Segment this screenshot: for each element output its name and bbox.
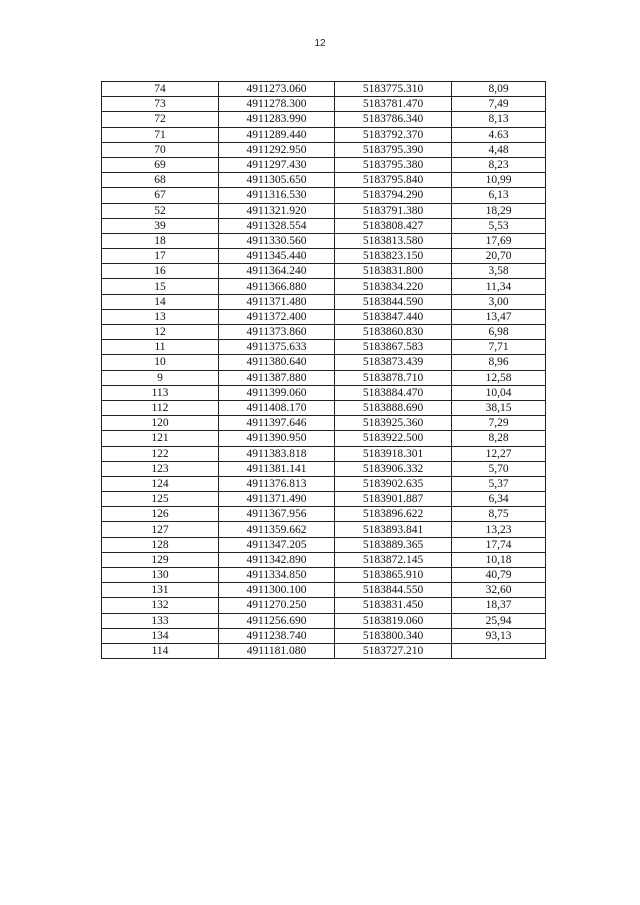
y-coordinate-cell: 5183901.887 bbox=[335, 492, 452, 507]
table-row bbox=[102, 173, 546, 188]
distance-cell: 38,15 bbox=[452, 400, 546, 415]
x-coordinate-cell: 4911364.240 bbox=[219, 264, 335, 279]
point-number-cell: 124 bbox=[102, 476, 219, 491]
x-coordinate-cell: 4911345.440 bbox=[219, 249, 335, 264]
point-number-cell: 112 bbox=[102, 400, 219, 415]
point-number-cell: 127 bbox=[102, 522, 219, 537]
y-coordinate-cell: 5183791.380 bbox=[335, 203, 452, 218]
distance-cell: 6,34 bbox=[452, 492, 546, 507]
point-number-cell: 11 bbox=[102, 340, 219, 355]
x-coordinate-cell: 4911278.300 bbox=[219, 97, 335, 112]
table-row bbox=[102, 522, 546, 537]
x-coordinate-cell: 4911408.170 bbox=[219, 400, 335, 415]
y-coordinate-cell: 5183823.150 bbox=[335, 249, 452, 264]
distance-cell: 6,98 bbox=[452, 325, 546, 340]
y-coordinate-cell: 5183884.470 bbox=[335, 385, 452, 400]
distance-cell: 12,27 bbox=[452, 446, 546, 461]
y-coordinate-cell: 5183800.340 bbox=[335, 628, 452, 643]
x-coordinate-cell: 4911381.141 bbox=[219, 461, 335, 476]
y-coordinate-cell: 5183831.450 bbox=[335, 598, 452, 613]
point-number-cell: 122 bbox=[102, 446, 219, 461]
point-number-cell: 130 bbox=[102, 568, 219, 583]
table-row bbox=[102, 279, 546, 294]
distance-cell: 5,70 bbox=[452, 461, 546, 476]
y-coordinate-cell: 5183896.622 bbox=[335, 507, 452, 522]
distance-cell: 8,09 bbox=[452, 82, 546, 97]
table-row bbox=[102, 370, 546, 385]
x-coordinate-cell: 4911300.100 bbox=[219, 583, 335, 598]
y-coordinate-cell: 5183878.710 bbox=[335, 370, 452, 385]
point-number-cell: 9 bbox=[102, 370, 219, 385]
distance-cell: 12,58 bbox=[452, 370, 546, 385]
table-row bbox=[102, 325, 546, 340]
x-coordinate-cell: 4911256.690 bbox=[219, 613, 335, 628]
y-coordinate-cell: 5183834.220 bbox=[335, 279, 452, 294]
x-coordinate-cell: 4911372.400 bbox=[219, 309, 335, 324]
point-number-cell: 123 bbox=[102, 461, 219, 476]
x-coordinate-cell: 4911397.646 bbox=[219, 416, 335, 431]
point-number-cell: 70 bbox=[102, 142, 219, 157]
point-number-cell: 73 bbox=[102, 97, 219, 112]
x-coordinate-cell: 4911273.060 bbox=[219, 82, 335, 97]
distance-cell: 6,13 bbox=[452, 188, 546, 203]
y-coordinate-cell: 5183813.580 bbox=[335, 233, 452, 248]
x-coordinate-cell: 4911238.740 bbox=[219, 628, 335, 643]
y-coordinate-cell: 5183808.427 bbox=[335, 218, 452, 233]
point-number-cell: 13 bbox=[102, 309, 219, 324]
x-coordinate-cell: 4911330.560 bbox=[219, 233, 335, 248]
table-row bbox=[102, 309, 546, 324]
table-row bbox=[102, 264, 546, 279]
x-coordinate-cell: 4911375.633 bbox=[219, 340, 335, 355]
point-number-cell: 133 bbox=[102, 613, 219, 628]
y-coordinate-cell: 5183775.310 bbox=[335, 82, 452, 97]
y-coordinate-cell: 5183786.340 bbox=[335, 112, 452, 127]
table-row bbox=[102, 157, 546, 172]
table-row bbox=[102, 218, 546, 233]
distance-cell: 8,28 bbox=[452, 431, 546, 446]
distance-cell: 8,23 bbox=[452, 157, 546, 172]
distance-cell: 40,79 bbox=[452, 568, 546, 583]
y-coordinate-cell: 5183918.301 bbox=[335, 446, 452, 461]
table-row bbox=[102, 233, 546, 248]
distance-cell: 8,13 bbox=[452, 112, 546, 127]
table-row bbox=[102, 82, 546, 97]
x-coordinate-cell: 4911305.650 bbox=[219, 173, 335, 188]
y-coordinate-cell: 5183902.635 bbox=[335, 476, 452, 491]
x-coordinate-cell: 4911297.430 bbox=[219, 157, 335, 172]
distance-cell: 5,53 bbox=[452, 218, 546, 233]
y-coordinate-cell: 5183889.365 bbox=[335, 537, 452, 552]
x-coordinate-cell: 4911181.080 bbox=[219, 643, 335, 658]
distance-cell: 18,29 bbox=[452, 203, 546, 218]
table-row bbox=[102, 552, 546, 567]
x-coordinate-cell: 4911371.480 bbox=[219, 294, 335, 309]
y-coordinate-cell: 5183794.290 bbox=[335, 188, 452, 203]
point-number-cell: 74 bbox=[102, 82, 219, 97]
x-coordinate-cell: 4911387.880 bbox=[219, 370, 335, 385]
y-coordinate-cell: 5183860.830 bbox=[335, 325, 452, 340]
distance-cell: 8,75 bbox=[452, 507, 546, 522]
point-number-cell: 132 bbox=[102, 598, 219, 613]
point-number-cell: 18 bbox=[102, 233, 219, 248]
table-row bbox=[102, 188, 546, 203]
distance-cell: 10,99 bbox=[452, 173, 546, 188]
y-coordinate-cell: 5183872.145 bbox=[335, 552, 452, 567]
table-row bbox=[102, 431, 546, 446]
x-coordinate-cell: 4911270.250 bbox=[219, 598, 335, 613]
x-coordinate-cell: 4911292.950 bbox=[219, 142, 335, 157]
point-number-cell: 72 bbox=[102, 112, 219, 127]
point-number-cell: 125 bbox=[102, 492, 219, 507]
x-coordinate-cell: 4911347.205 bbox=[219, 537, 335, 552]
coordinates-table-body bbox=[102, 82, 546, 659]
distance-cell: 11,34 bbox=[452, 279, 546, 294]
distance-cell: 4,48 bbox=[452, 142, 546, 157]
table-row bbox=[102, 507, 546, 522]
distance-cell: 17,74 bbox=[452, 537, 546, 552]
x-coordinate-cell: 4911367.956 bbox=[219, 507, 335, 522]
x-coordinate-cell: 4911371.490 bbox=[219, 492, 335, 507]
table-row bbox=[102, 613, 546, 628]
table-row bbox=[102, 537, 546, 552]
y-coordinate-cell: 5183847.440 bbox=[335, 309, 452, 324]
table-row bbox=[102, 583, 546, 598]
distance-cell bbox=[452, 643, 546, 658]
y-coordinate-cell: 5183795.390 bbox=[335, 142, 452, 157]
distance-cell: 7,29 bbox=[452, 416, 546, 431]
y-coordinate-cell: 5183922.500 bbox=[335, 431, 452, 446]
y-coordinate-cell: 5183893.841 bbox=[335, 522, 452, 537]
y-coordinate-cell: 5183888.690 bbox=[335, 400, 452, 415]
coordinates-table bbox=[101, 81, 546, 659]
point-number-cell: 12 bbox=[102, 325, 219, 340]
x-coordinate-cell: 4911399.060 bbox=[219, 385, 335, 400]
x-coordinate-cell: 4911289.440 bbox=[219, 127, 335, 142]
distance-cell: 13,23 bbox=[452, 522, 546, 537]
table-row bbox=[102, 355, 546, 370]
table-row bbox=[102, 461, 546, 476]
x-coordinate-cell: 4911342.890 bbox=[219, 552, 335, 567]
x-coordinate-cell: 4911316.530 bbox=[219, 188, 335, 203]
point-number-cell: 52 bbox=[102, 203, 219, 218]
y-coordinate-cell: 5183831.800 bbox=[335, 264, 452, 279]
table-row bbox=[102, 142, 546, 157]
y-coordinate-cell: 5183865.910 bbox=[335, 568, 452, 583]
distance-cell: 7,71 bbox=[452, 340, 546, 355]
table-row bbox=[102, 385, 546, 400]
point-number-cell: 39 bbox=[102, 218, 219, 233]
point-number-cell: 114 bbox=[102, 643, 219, 658]
point-number-cell: 121 bbox=[102, 431, 219, 446]
distance-cell: 93,13 bbox=[452, 628, 546, 643]
distance-cell: 25,94 bbox=[452, 613, 546, 628]
distance-cell: 20,70 bbox=[452, 249, 546, 264]
x-coordinate-cell: 4911390.950 bbox=[219, 431, 335, 446]
y-coordinate-cell: 5183867.583 bbox=[335, 340, 452, 355]
table-row bbox=[102, 416, 546, 431]
point-number-cell: 69 bbox=[102, 157, 219, 172]
point-number-cell: 126 bbox=[102, 507, 219, 522]
x-coordinate-cell: 4911328.554 bbox=[219, 218, 335, 233]
distance-cell: 32,60 bbox=[452, 583, 546, 598]
y-coordinate-cell: 5183781.470 bbox=[335, 97, 452, 112]
y-coordinate-cell: 5183906.332 bbox=[335, 461, 452, 476]
point-number-cell: 17 bbox=[102, 249, 219, 264]
distance-cell: 18,37 bbox=[452, 598, 546, 613]
y-coordinate-cell: 5183925.360 bbox=[335, 416, 452, 431]
y-coordinate-cell: 5183792.370 bbox=[335, 127, 452, 142]
table-row bbox=[102, 643, 546, 658]
x-coordinate-cell: 4911366.880 bbox=[219, 279, 335, 294]
table-row bbox=[102, 492, 546, 507]
y-coordinate-cell: 5183795.380 bbox=[335, 157, 452, 172]
distance-cell: 13,47 bbox=[452, 309, 546, 324]
y-coordinate-cell: 5183873.439 bbox=[335, 355, 452, 370]
x-coordinate-cell: 4911376.813 bbox=[219, 476, 335, 491]
point-number-cell: 16 bbox=[102, 264, 219, 279]
y-coordinate-cell: 5183727.210 bbox=[335, 643, 452, 658]
table-row bbox=[102, 112, 546, 127]
table-row bbox=[102, 203, 546, 218]
y-coordinate-cell: 5183844.590 bbox=[335, 294, 452, 309]
point-number-cell: 128 bbox=[102, 537, 219, 552]
table-row bbox=[102, 97, 546, 112]
table-row bbox=[102, 127, 546, 142]
table-row bbox=[102, 568, 546, 583]
distance-cell: 17,69 bbox=[452, 233, 546, 248]
x-coordinate-cell: 4911380.640 bbox=[219, 355, 335, 370]
point-number-cell: 113 bbox=[102, 385, 219, 400]
point-number-cell: 10 bbox=[102, 355, 219, 370]
distance-cell: 8,96 bbox=[452, 355, 546, 370]
table-row bbox=[102, 446, 546, 461]
x-coordinate-cell: 4911373.860 bbox=[219, 325, 335, 340]
x-coordinate-cell: 4911359.662 bbox=[219, 522, 335, 537]
y-coordinate-cell: 5183795.840 bbox=[335, 173, 452, 188]
y-coordinate-cell: 5183844.550 bbox=[335, 583, 452, 598]
distance-cell: 3,00 bbox=[452, 294, 546, 309]
distance-cell: 10,04 bbox=[452, 385, 546, 400]
x-coordinate-cell: 4911283.990 bbox=[219, 112, 335, 127]
table-row bbox=[102, 628, 546, 643]
point-number-cell: 120 bbox=[102, 416, 219, 431]
distance-cell: 7,49 bbox=[452, 97, 546, 112]
point-number-cell: 67 bbox=[102, 188, 219, 203]
table-row bbox=[102, 340, 546, 355]
point-number-cell: 129 bbox=[102, 552, 219, 567]
distance-cell: 5,37 bbox=[452, 476, 546, 491]
distance-cell: 10,18 bbox=[452, 552, 546, 567]
distance-cell: 3,58 bbox=[452, 264, 546, 279]
point-number-cell: 71 bbox=[102, 127, 219, 142]
point-number-cell: 131 bbox=[102, 583, 219, 598]
table-row bbox=[102, 249, 546, 264]
table-row bbox=[102, 294, 546, 309]
point-number-cell: 14 bbox=[102, 294, 219, 309]
point-number-cell: 134 bbox=[102, 628, 219, 643]
table-row bbox=[102, 598, 546, 613]
x-coordinate-cell: 4911383.818 bbox=[219, 446, 335, 461]
table-row bbox=[102, 400, 546, 415]
distance-cell: 4.63 bbox=[452, 127, 546, 142]
x-coordinate-cell: 4911334.850 bbox=[219, 568, 335, 583]
point-number-cell: 15 bbox=[102, 279, 219, 294]
page-number: 12 bbox=[314, 38, 326, 49]
x-coordinate-cell: 4911321.920 bbox=[219, 203, 335, 218]
table-row bbox=[102, 476, 546, 491]
point-number-cell: 68 bbox=[102, 173, 219, 188]
y-coordinate-cell: 5183819.060 bbox=[335, 613, 452, 628]
